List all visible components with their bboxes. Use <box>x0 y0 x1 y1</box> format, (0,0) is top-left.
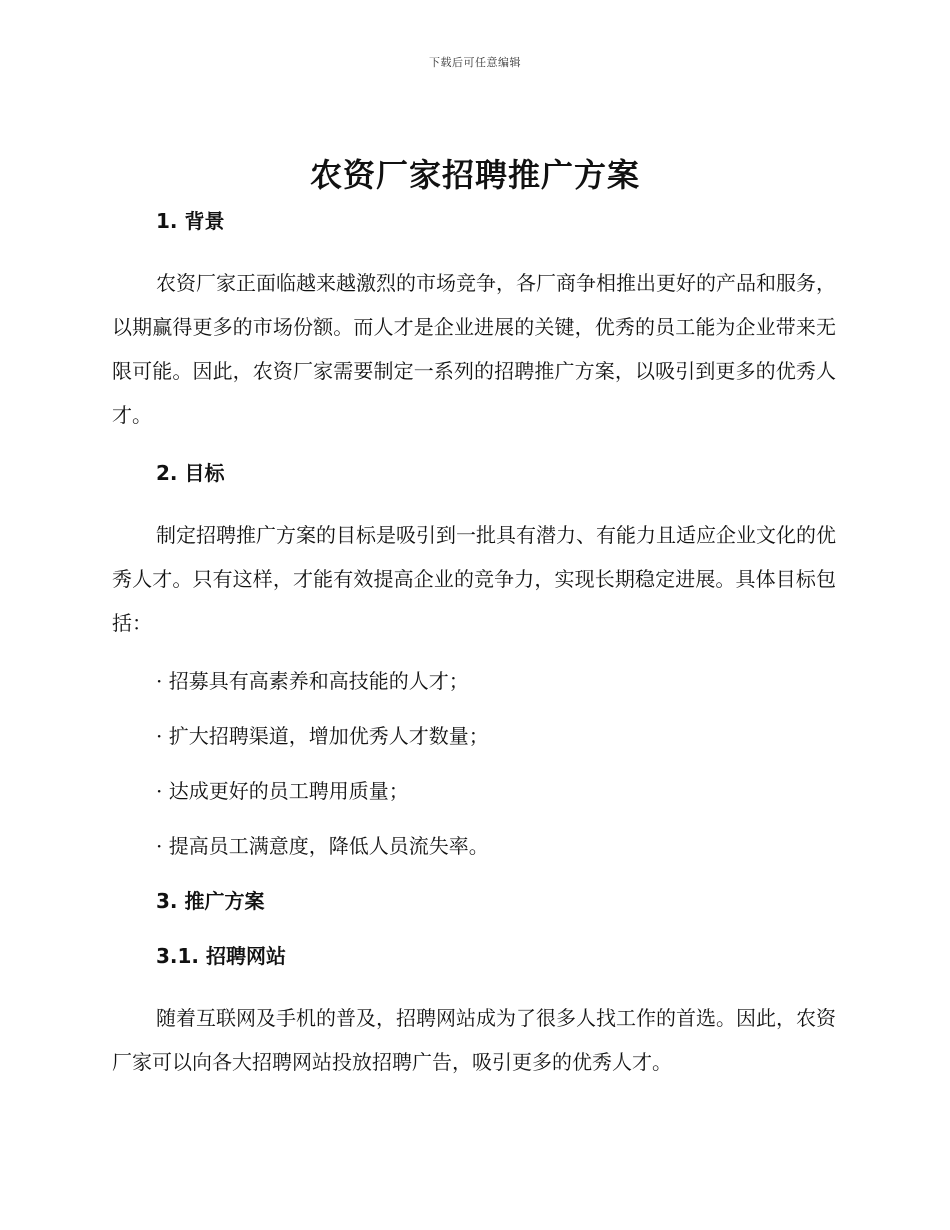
paragraph-background: 农资厂家正面临越来越激烈的市场竞争，各厂商争相推出更好的产品和服务，以期赢得更多的市场份额。而人才是企业进展的关键，优秀的员工能为企业带来无限可能。因此，农资厂家需要制定一系列的招聘推广方案，以吸引到更多的优秀人才。 <box>112 271 836 427</box>
document-body <box>112 207 836 1084</box>
bullet-item: · 达成更好的员工聘用质量； <box>156 779 409 803</box>
bullet-item: · 招募具有高素养和高技能的人才； <box>156 669 469 693</box>
section-heading-promotion: 3. 推广方案 <box>156 889 265 913</box>
bullet-item: · 提高员工满意度，降低人员流失率。 <box>156 834 489 858</box>
paragraph-recruit-websites: 随着互联网及手机的普及，招聘网站成为了很多人找工作的首选。因此，农资厂家可以向各大招聘网站投放招聘广告，吸引更多的优秀人才。 <box>112 1006 836 1074</box>
bullet-item: · 扩大招聘渠道，增加优秀人才数量； <box>156 724 489 748</box>
section-heading-background: 1. 背景 <box>156 209 225 233</box>
section-heading-goals: 2. 目标 <box>156 461 225 485</box>
header-note: 下载后可任意编辑 <box>429 56 521 69</box>
paragraph-goals: 制定招聘推广方案的目标是吸引到一批具有潜力、有能力且适应企业文化的优秀人才。只有这样，才能有效提高企业的竞争力，实现长期稳定进展。具体目标包括： <box>112 523 836 635</box>
document-title: 农资厂家招聘推广方案 <box>309 156 640 194</box>
subsection-heading-recruit-websites: 3.1. 招聘网站 <box>156 944 286 968</box>
